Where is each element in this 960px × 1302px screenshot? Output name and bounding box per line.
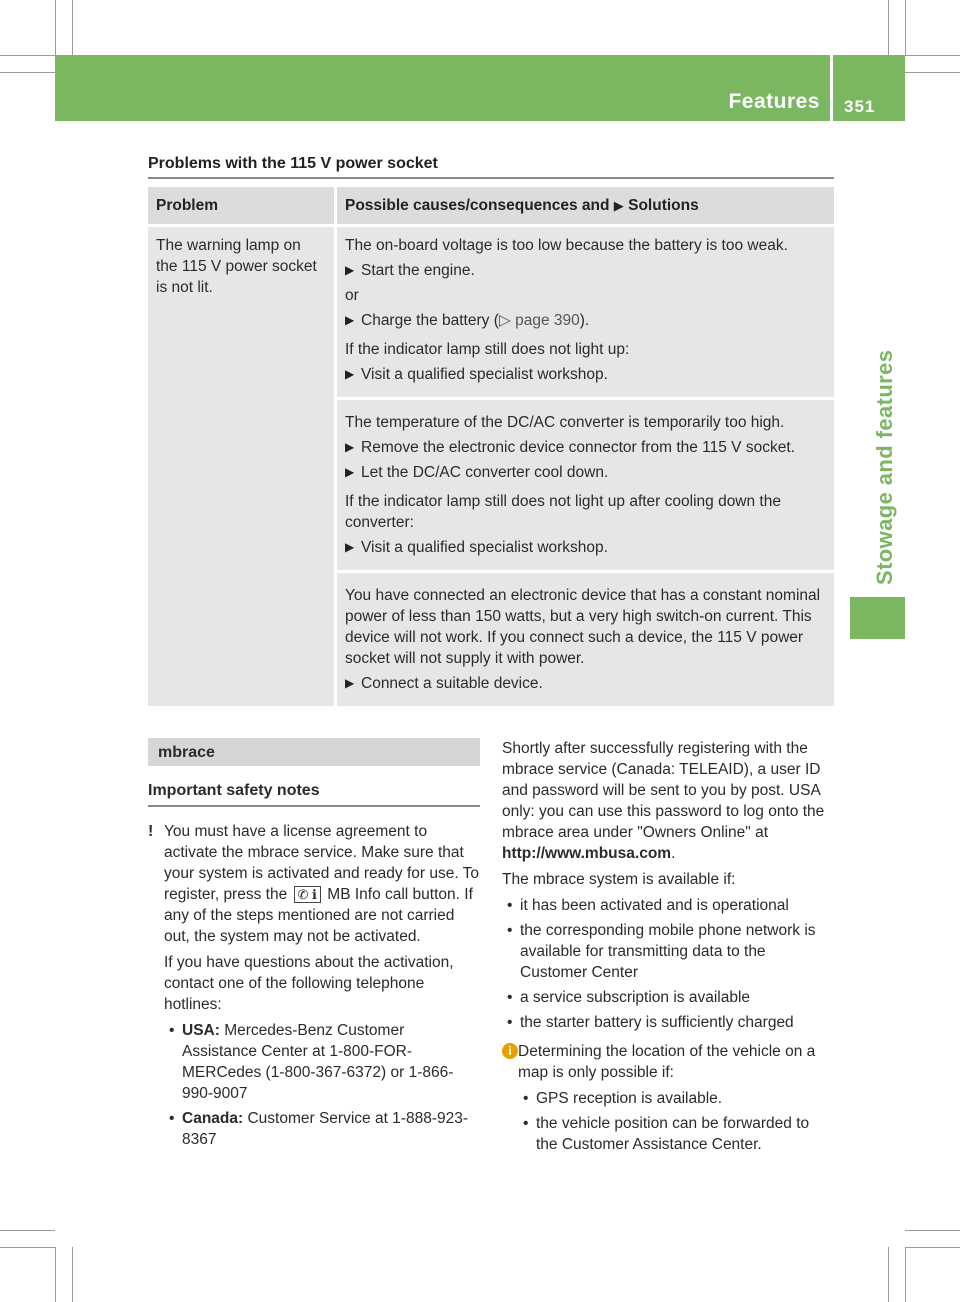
followup-text: If the indicator lamp still does not light up: bbox=[345, 341, 630, 358]
list-item: • the corresponding mobile phone network is available for transmitting data to the Customer Center bbox=[502, 920, 834, 983]
list-item: • a service subscription is available bbox=[502, 987, 834, 1008]
mbusa-link[interactable]: http://www.mbusa.com bbox=[502, 845, 672, 862]
hotline-text-canada: Customer Service at 1-888-923-8367 bbox=[182, 1110, 469, 1148]
info-icon: i bbox=[502, 1043, 518, 1059]
crop-mark bbox=[905, 0, 906, 55]
cause-text: You have connected an electronic device that has a constant nominal power of less than 150 watts, but a very high switch-on current. This device will not work. If you connect such a device, the 115 V power socket will not supply it with power. bbox=[345, 587, 821, 667]
cause-cell bbox=[337, 573, 834, 706]
crop-mark bbox=[905, 1230, 960, 1231]
list-item: • the starter battery is sufficiently charged bbox=[502, 1012, 834, 1033]
crop-mark bbox=[905, 1247, 960, 1248]
availability-intro: The mbrace system is available if: bbox=[502, 871, 736, 888]
troubleshooting-table bbox=[148, 187, 834, 706]
note-text-a: You must have a license agreement to activate the mbrace service. Make sure that your system is activated and ready for use. To register, press the bbox=[164, 823, 480, 903]
table-row bbox=[148, 227, 834, 400]
note-paragraph bbox=[164, 821, 480, 947]
warning-icon: ! bbox=[148, 823, 154, 840]
hotline-label-canada: Canada: bbox=[182, 1110, 244, 1127]
registration-text: Shortly after successfully registering with the mbrace service (Canada: TELEAID), a user ID and password will be sent to you by post. USA only: you can use this password to log onto the mbrace area under "Owners Online" at bbox=[502, 740, 825, 841]
info-note bbox=[502, 1041, 834, 1155]
crop-mark bbox=[888, 1247, 889, 1302]
cause-cell bbox=[337, 227, 834, 400]
phone-info-icon: ✆ ℹ bbox=[294, 886, 321, 903]
table-header-row bbox=[148, 187, 834, 227]
followup-text: If the indicator lamp still does not light up after cooling down the converter: bbox=[345, 493, 781, 531]
solution-step bbox=[345, 310, 826, 331]
crop-mark bbox=[905, 1247, 906, 1302]
note-paragraph: If you have questions about the activation, contact one of the following telephone hotlines: bbox=[164, 954, 454, 1013]
hotline-label-usa: USA: bbox=[182, 1022, 220, 1039]
mbrace-heading: mbrace bbox=[148, 738, 480, 766]
warning-note bbox=[148, 821, 480, 1150]
solution-step: ▶ Visit a qualified specialist workshop. bbox=[345, 537, 826, 558]
mbrace-left-column bbox=[148, 738, 480, 1154]
header-separator bbox=[830, 55, 833, 121]
or-text: or bbox=[345, 287, 359, 304]
solution-step: ▶ Visit a qualified specialist workshop. bbox=[345, 364, 826, 385]
chapter-title: Features bbox=[728, 90, 820, 113]
crop-mark bbox=[905, 72, 960, 73]
crop-mark bbox=[72, 1247, 73, 1302]
column-header-solutions-prefix: Possible causes/consequences and bbox=[345, 197, 610, 214]
step-text: Charge the battery ( bbox=[361, 312, 499, 329]
section-title: Problems with the 115 V power socket bbox=[148, 155, 438, 172]
registration-paragraph bbox=[502, 738, 834, 864]
solution-step: ▶ Connect a suitable device. bbox=[345, 673, 826, 694]
section-rule bbox=[148, 177, 834, 179]
crop-mark bbox=[905, 55, 960, 56]
solution-step: ▶ Let the DC/AC converter cool down. bbox=[345, 462, 826, 483]
step-text-suffix: ). bbox=[579, 312, 590, 329]
crop-mark bbox=[0, 1247, 55, 1248]
crop-mark bbox=[55, 0, 56, 55]
list-item: • the vehicle position can be forwarded to the Customer Assistance Center. bbox=[518, 1113, 834, 1155]
crop-mark bbox=[72, 0, 73, 55]
column-header-problem: Problem bbox=[148, 187, 337, 227]
cause-cell bbox=[337, 400, 834, 573]
link-suffix: . bbox=[671, 845, 676, 862]
column-header-solutions-suffix: Solutions bbox=[628, 197, 699, 214]
column-header-solutions bbox=[337, 187, 834, 227]
list-item: • GPS reception is available. bbox=[518, 1088, 834, 1109]
crop-mark bbox=[0, 55, 55, 56]
info-text: Determining the location of the vehicle on a map is only possible if: bbox=[518, 1043, 816, 1081]
crop-mark bbox=[0, 1230, 55, 1231]
note-text-b: MB Info call button. If any of the steps mentioned are not carried out, the system may not be activated. bbox=[164, 886, 473, 945]
side-tab-label: Stowage and features bbox=[872, 349, 897, 585]
side-tab-marker bbox=[850, 597, 905, 639]
cause-text: The temperature of the DC/AC converter is temporarily too high. bbox=[345, 414, 785, 431]
safety-notes-heading: Important safety notes bbox=[148, 780, 480, 807]
crop-mark bbox=[0, 72, 55, 73]
crop-mark bbox=[888, 0, 889, 55]
list-item bbox=[164, 1108, 480, 1150]
list-item: • it has been activated and is operational bbox=[502, 895, 834, 916]
problem-text: The warning lamp on the 115 V power socket is not lit. bbox=[156, 237, 317, 296]
page-number: 351 bbox=[844, 97, 876, 116]
crop-mark bbox=[55, 1247, 56, 1302]
page-reference[interactable]: ▷ page 390 bbox=[498, 312, 580, 329]
solution-step: ▶ Remove the electronic device connector from the 115 V socket. bbox=[345, 437, 826, 458]
list-item bbox=[164, 1020, 480, 1104]
cause-text: The on-board voltage is too low because the battery is too weak. bbox=[345, 237, 788, 254]
solution-step: ▶ Start the engine. bbox=[345, 260, 826, 281]
arrow-icon: ▶ bbox=[613, 198, 624, 213]
hotline-text-usa: Mercedes-Benz Customer Assistance Center at 1-800-FOR-MERCedes (1-800-367-6372) or 1-866-990-9007 bbox=[182, 1022, 454, 1102]
problem-cell bbox=[148, 227, 337, 706]
mbrace-right-column bbox=[502, 738, 834, 1159]
